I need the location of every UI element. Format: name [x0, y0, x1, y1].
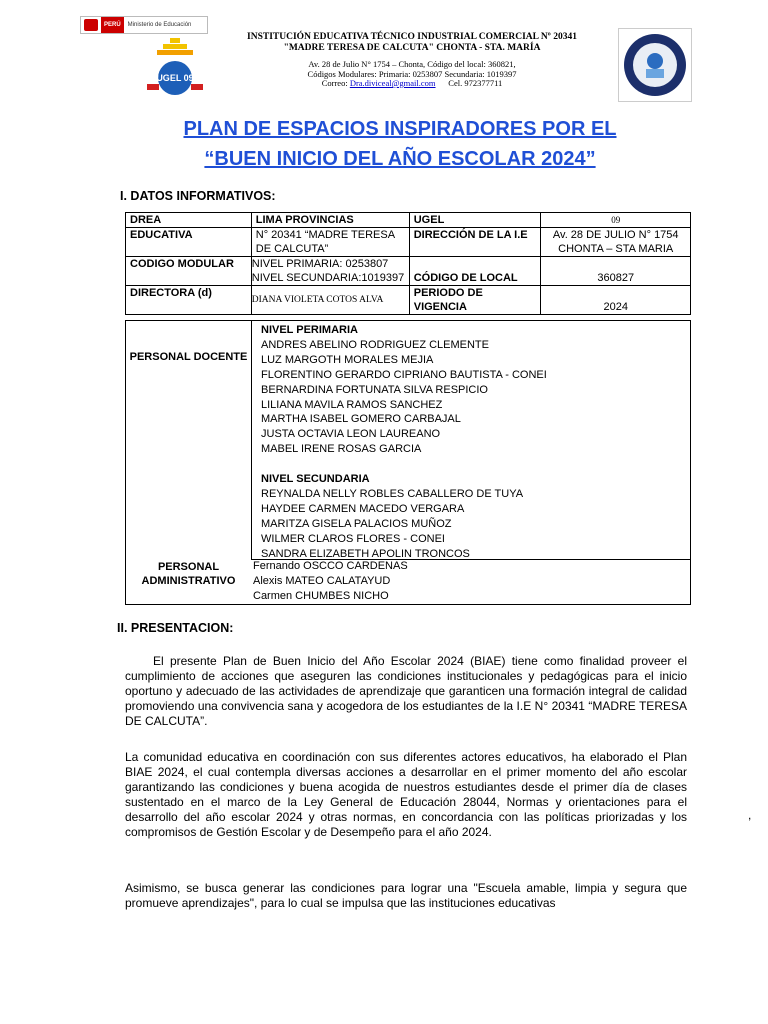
- paragraph-2-text: La comunidad educativa en coordinación con sus diferentes actores educativos, ha elaborado el Plan BIAE 2024, el cual contempla diversas acciones a desarrollar en el primer momento del año escolar garantizando las condiciones y buena acogida de nuestros estudiantes desde el primer día de clases sustentado en el marco de la Ley General de Educación 28044, Normas y orientaciones para el desarrollo del año escolar 2024 y otras normas, en concordancia con las políticas priorizadas y los compromisos de Gestión Escolar y de Desempeño para el año 2024.: [125, 750, 687, 839]
- admin-list: [253, 559, 408, 604]
- phone: Cel. 972377711: [448, 78, 503, 88]
- paragraph-3: [125, 881, 687, 911]
- personal-administrativo-label: [126, 560, 251, 588]
- educativa-value: N° 20341 “MADRE TERESA DE CALCUTA”: [251, 228, 409, 257]
- list-item: LILIANA MAVILA RAMOS SANCHEZ: [261, 398, 443, 411]
- section-datos-informativos: I. DATOS INFORMATIVOS:: [120, 189, 276, 203]
- section-presentacion: II. PRESENTACION:: [117, 621, 234, 635]
- ugel-value: 09: [541, 213, 691, 228]
- ugel-logo: [143, 38, 207, 96]
- list-item: JUSTA OCTAVIA LEON LAUREANO: [261, 428, 441, 441]
- direccion-value: Av. 28 DE JULIO N° 1754 CHONTA – STA MARIA: [541, 228, 691, 257]
- plan-title-line-2: “BUEN INICIO DEL AÑO ESCOLAR 2024”: [204, 148, 596, 170]
- minedu-logo: [80, 16, 208, 34]
- school-heading: [206, 32, 618, 54]
- list-item: MARTHA ISABEL GOMERO CARBAJAL: [261, 413, 461, 426]
- list-item: HAYDEE CARMEN MACEDO VERGARA: [261, 502, 465, 515]
- drea-label: DREA: [126, 213, 252, 228]
- info-table: [125, 212, 691, 315]
- periodo-label: PERIODO DE VIGENCIA: [409, 286, 541, 315]
- table-row: [126, 228, 691, 257]
- educativa-label: EDUCATIVA: [126, 228, 252, 257]
- list-item: MABEL IRENE ROSAS GARCIA: [261, 443, 422, 456]
- stray-comma: ,: [748, 808, 752, 822]
- staff-table: [125, 320, 691, 605]
- list-item: FLORENTINO GERARDO CIPRIANO BAUTISTA - CONEI: [261, 368, 547, 381]
- paragraph-3-text: Asimismo, se busca generar las condiciones para lograr una "Escuela amable, limpia y segura que promueve aprendizajes", para lo cual se impulsa que las instituciones educativas: [125, 881, 687, 910]
- list-item: BERNARDINA FORTUNATA SILVA RESPICIO: [261, 383, 488, 396]
- periodo-value: 2024: [541, 286, 691, 315]
- admin-label-line-1: PERSONAL: [157, 561, 220, 573]
- school-address: Av. 28 de Julio N° 1754 – Chonta, Código del local: 360821,: [308, 59, 516, 69]
- ministerio-label: Ministerio de Educación: [127, 22, 192, 28]
- paragraph-2: [125, 750, 687, 840]
- list-item: ANDRES ABELINO RODRIGUEZ CLEMENTE: [261, 338, 489, 351]
- drea-value: LIMA PROVINCIAS: [251, 213, 409, 228]
- school-contact: [206, 60, 618, 89]
- codigo-primaria: NIVEL PRIMARIA: 0253807: [251, 258, 389, 270]
- school-codes: Códigos Modulares: Primaria: 0253807 Secundaria: 1019397: [307, 68, 517, 79]
- personal-docente-label: PERSONAL DOCENTE: [129, 351, 248, 363]
- email-label: Correo:: [321, 78, 348, 88]
- list-item: MARITZA GISELA PALACIOS MUÑOZ: [261, 517, 452, 530]
- directora-value: DIANA VIOLETA COTOS ALVA: [251, 286, 409, 315]
- school-name: INSTITUCIÓN EDUCATIVA TÉCNICO INDUSTRIAL COMERCIAL Nº 20341: [247, 32, 577, 42]
- school-email-phone: [206, 79, 618, 89]
- list-item: REYNALDA NELLY ROBLES CABALLERO DE TUYA: [261, 488, 524, 501]
- directora-label: DIRECTORA (d): [126, 286, 252, 315]
- nivel-primaria-title: NIVEL PERIMARIA: [261, 324, 358, 336]
- nivel-secundaria-title: NIVEL SECUNDARIA: [261, 473, 370, 486]
- direccion-label: DIRECCIÓN DE LA I.E: [409, 228, 541, 257]
- list-item: Carmen CHUMBES NICHO: [253, 590, 389, 602]
- admin-label-line-2: ADMINISTRATIVO: [141, 575, 236, 587]
- paragraph-1: [125, 654, 687, 729]
- ugel-label: UGEL: [409, 213, 541, 228]
- plan-title-line-1: PLAN DE ESPACIOS INSPIRADORES POR EL: [183, 118, 617, 140]
- list-spacer: [261, 457, 547, 472]
- list-item: WILMER CLAROS FLORES - CONEI: [261, 532, 445, 545]
- peru-shield-icon: [84, 19, 98, 31]
- docente-list: [261, 323, 547, 562]
- paragraph-1-text: El presente Plan de Buen Inicio del Año Escolar 2024 (BIAE) tiene como finalidad proveer el cumplimiento de acciones que aseguren las condiciones institucionales y pedagógicas para el inicio oportuno y adecuado de las actividades de aprendizaje que garanticen una formación integral de calidad promoviendo una convivencia sana y acogedora de los estudiantes de la I.E N° 20341 “MADRE TERESA DE CALCUTA”.: [125, 654, 687, 728]
- school-crest-logo: [618, 28, 692, 102]
- codigo-modular-value: [251, 257, 409, 286]
- codigo-local-label: CÓDIGO DE LOCAL: [409, 257, 541, 286]
- list-item: Alexis MATEO CALATAYUD: [253, 575, 391, 587]
- table-row: [126, 286, 691, 315]
- staff-divider-vertical: [251, 321, 252, 560]
- table-row: [126, 213, 691, 228]
- codigo-local-value: 360827: [541, 257, 691, 286]
- ugel-logo-text: UGEL 09: [156, 73, 194, 83]
- codigo-modular-label: CODIGO MODULAR: [126, 257, 252, 286]
- codigo-secundaria: NIVEL SECUNDARIA:1019397: [251, 272, 405, 284]
- school-subname: "MADRE TERESA DE CALCUTA" CHONTA - STA. MARÍA: [283, 43, 541, 53]
- table-row: [126, 257, 691, 286]
- peru-label: PERÚ: [101, 17, 124, 33]
- email-link[interactable]: Dra.diviceal@gmail.com: [349, 78, 436, 88]
- list-item: SANDRA ELIZABETH APOLIN TRONCOS: [261, 547, 470, 560]
- list-item: LUZ MARGOTH MORALES MEJIA: [261, 353, 434, 366]
- list-item: Fernando OSCCO CARDENAS: [253, 560, 408, 572]
